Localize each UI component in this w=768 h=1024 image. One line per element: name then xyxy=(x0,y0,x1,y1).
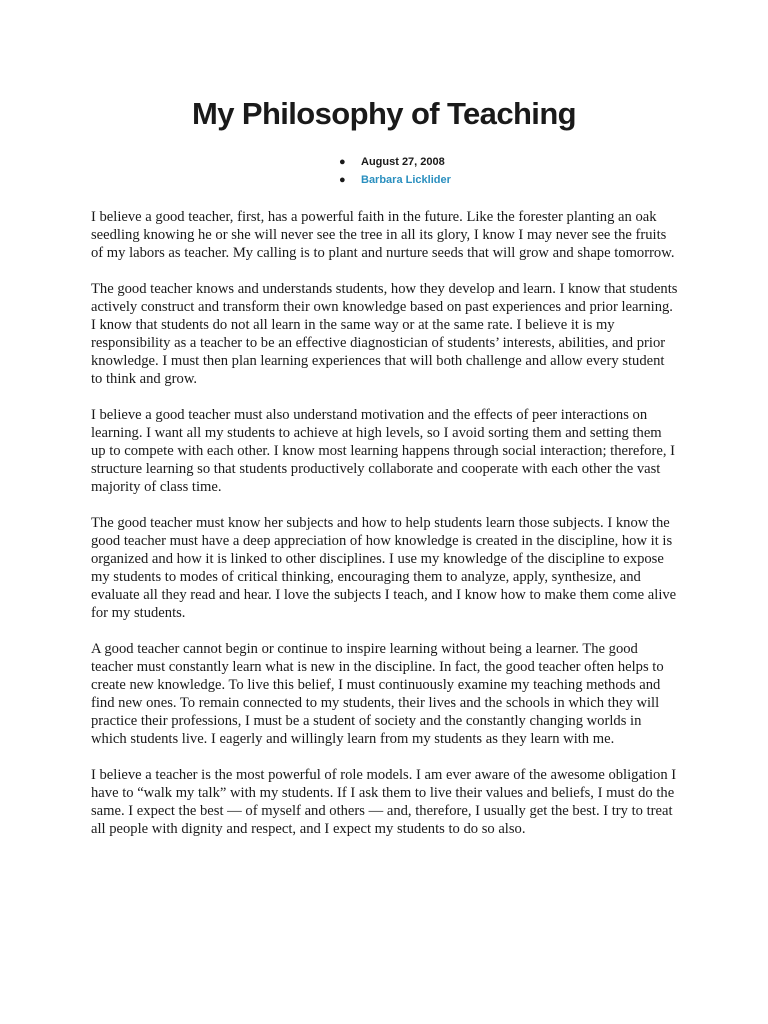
meta-author-item xyxy=(0,171,768,189)
meta-date-item xyxy=(0,153,768,171)
bullet-icon: ● xyxy=(339,174,346,186)
paragraph: I believe a teacher is the most powerful of role models. I am ever aware of the awesome obligation I have to “walk my talk” with my students. If I ask them to live their values and beliefs, I must do the same. I expect the best — of myself and others — and, therefore, I usually get the best. I try to treat all people with dignity and respect, and I expect my students to do so also. xyxy=(91,767,677,837)
paragraph: I believe a good teacher, first, has a powerful faith in the future. Like the forester planting an oak seedling knowing he or she will never see the tree in all its glory, I know I may never see the fruits of my labors as teacher. My calling is to plant and nurture seeds that will grow and shape tomorrow. xyxy=(91,209,675,261)
publish-date: August 27, 2008 xyxy=(361,156,445,168)
page-title: My Philosophy of Teaching xyxy=(191,96,576,131)
article-meta xyxy=(0,153,768,189)
paragraph: A good teacher cannot begin or continue to inspire learning without being a learner. The good teacher must constantly learn what is new in the discipline. In fact, the good teacher often helps to create new knowledge. To live this belief, I must continuously examine my teaching methods and find new ones. To remain connected to my students, their lives and the schools in which they will practice their professions, I must be a student of society and the constantly changing worlds in which students live. I eagerly and willingly learn from my students as they learn with me. xyxy=(91,641,664,747)
paragraph: The good teacher must know her subjects and how to help students learn those subjects. I know the good teacher must have a deep appreciation of how knowledge is created in the discipline, how it is organized and how it is linked to other disciplines. I use my knowledge of the discipline to expose my students to modes of critical thinking, encouraging them to analyze, apply, synthesize, and evaluate all they read and hear. I love the subjects I teach, and I know how to make them come alive for my students. xyxy=(91,515,677,621)
author-link[interactable]: Barbara Licklider xyxy=(361,174,451,186)
bullet-icon: ● xyxy=(339,156,346,168)
paragraph: The good teacher knows and understands students, how they develop and learn. I know that students actively construct and transform their own knowledge based on past experiences and prior learning. I know that students do not all learn in the same way or at the same rate. I believe it is my responsibility as a teacher to be an effective diagnostician of students’ interests, abilities, and prior knowledge. I must then plan learning experiences that will both challenge and allow every student to think and grow. xyxy=(91,281,678,387)
paragraph: I believe a good teacher must also understand motivation and the effects of peer interactions on learning. I want all my students to achieve at high levels, so I avoid sorting them and setting them up to compete with each other. I know most learning happens through social interaction; therefore, I structure learning so that students productively collaborate and cooperate with each other the vast majority of class time. xyxy=(91,407,675,495)
article-body xyxy=(91,208,679,856)
